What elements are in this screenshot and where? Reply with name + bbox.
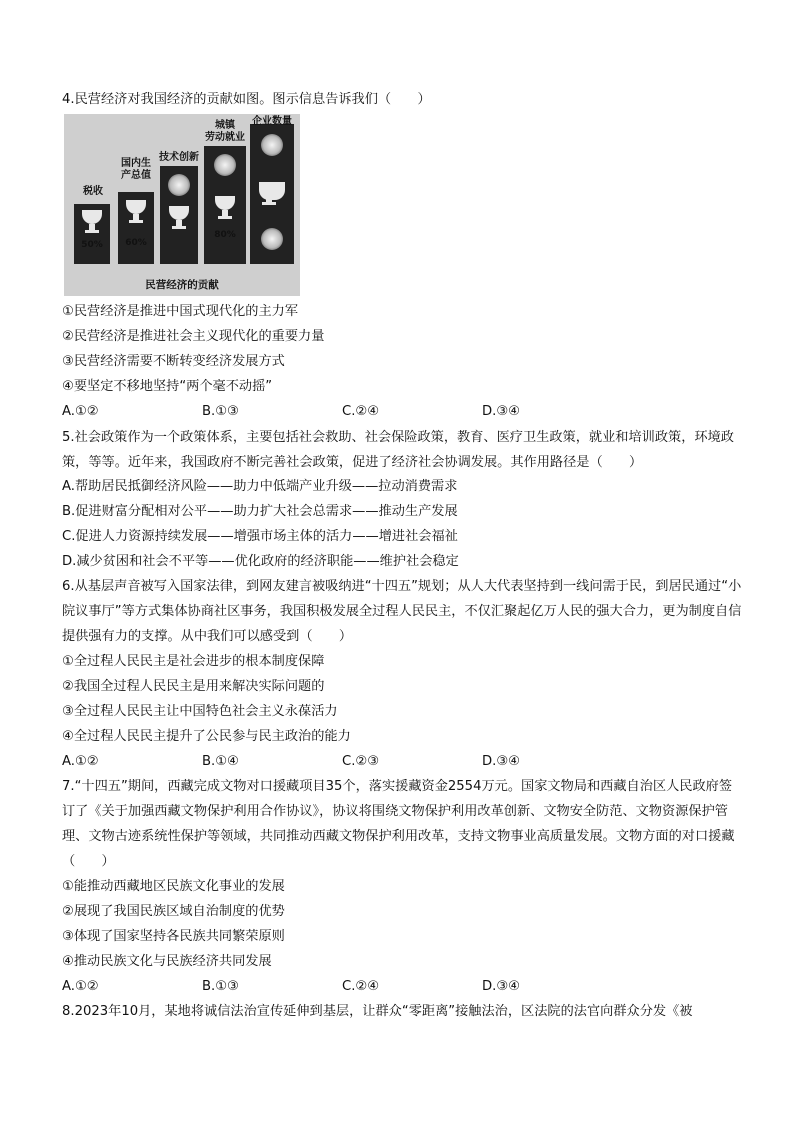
blurred-mark: [261, 134, 283, 156]
figure-label-line: 劳动就业: [205, 132, 245, 143]
q4-stem: 4.民营经济对我国经济的贡献如图。图示信息告诉我们（ ）: [62, 92, 431, 107]
figure-label-tech: [150, 152, 208, 164]
trophy-icon: [126, 200, 146, 214]
q6-item-3: ③全过程人民民主让中国特色社会主义永葆活力: [62, 704, 338, 719]
q5-option-d[interactable]: D.减少贫困和社会不平等——优化政府的经济职能——维护社会稳定: [62, 554, 459, 569]
figure-bar-tech: [160, 166, 198, 264]
figure-pct-employment: 80%: [214, 230, 236, 240]
q7-option-b[interactable]: B.①③: [202, 979, 239, 994]
q5-stem: 5.社会政策作为一个政策体系，主要包括社会救助、社会保险政策，教育、医疗卫生政策，就业和培训政策，环境政策，等等。近年来，我国政府不断完善社会政策，促进了经济社会协调发展。其作用路径是（ ）: [62, 430, 734, 470]
q4-figure-private-economy-contribution: [64, 114, 300, 296]
q5-option-b[interactable]: B.促进财富分配相对公平——助力扩大社会总需求——推动生产发展: [62, 504, 458, 519]
blurred-mark: [168, 174, 190, 196]
q6-option-b[interactable]: B.①④: [202, 754, 239, 769]
q7-option-a[interactable]: A.①②: [62, 979, 99, 994]
q4-item-3: ③民营经济需要不断转变经济发展方式: [62, 354, 285, 369]
q4-item-2: ②民营经济是推进社会主义现代化的重要力量: [62, 329, 325, 344]
figure-bar-employment: [204, 146, 246, 264]
figure-label-line: 技术创新: [159, 152, 199, 163]
q4-option-d[interactable]: D.③④: [482, 404, 520, 419]
figure-label-line: 企业数量: [252, 116, 292, 127]
q7-option-d[interactable]: D.③④: [482, 979, 520, 994]
q7-item-1: ①能推动西藏地区民族文化事业的发展: [62, 879, 285, 894]
q7-item-4: ④推动民族文化与民族经济共同发展: [62, 954, 272, 969]
q5-option-c[interactable]: C.促进人力资源持续发展——增强市场主体的活力——增进社会福祉: [62, 529, 458, 544]
q4-option-c[interactable]: C.②④: [342, 404, 380, 419]
q6-stem: 6.从基层声音被写入国家法律，到网友建言被吸纳进“十四五”规划；从人大代表坚持到一线问需于民，到居民通过“小院议事厅”等方式集体协商社区事务，我国积极发展全过程人民民主，不仅汇聚起亿万人民的强大合力，更为制度自信提供强有力的支撑。从中我们可以感受到（ ）: [62, 579, 742, 644]
q7-item-2: ②展现了我国民族区域自治制度的优势: [62, 904, 285, 919]
trophy-icon: [82, 210, 102, 224]
q6-option-d[interactable]: D.③④: [482, 754, 520, 769]
figure-caption: 民营经济的贡献: [145, 279, 219, 291]
figure-label-enterprises: [244, 116, 300, 128]
q4-item-1: ①民营经济是推进中国式现代化的主力军: [62, 304, 299, 319]
q7-item-3: ③体现了国家坚持各民族共同繁荣原则: [62, 929, 285, 944]
q6-item-2: ②我国全过程人民民主是用来解决实际问题的: [62, 679, 325, 694]
q5-option-a[interactable]: A.帮助居民抵御经济风险——助力中低端产业升级——拉动消费需求: [62, 479, 458, 494]
trophy-icon: [215, 196, 235, 210]
figure-bar-gdp: [118, 192, 154, 264]
figure-label-employment: [200, 120, 250, 144]
q4-option-a[interactable]: A.①②: [62, 404, 99, 419]
figure-label-line: 产总值: [121, 170, 151, 181]
figure-pct-tax: 50%: [81, 240, 103, 250]
blurred-mark: [261, 228, 283, 250]
q8-stem: 8.2023年10月，某地将诚信法治宣传延伸到基层，让群众“零距离”接触法治，区法院的法官向群众分发《被: [62, 1004, 693, 1019]
figure-label-line: 城镇: [215, 120, 235, 131]
figure-bar-enterprises: [250, 124, 294, 264]
q6-item-1: ①全过程人民民主是社会进步的根本制度保障: [62, 654, 325, 669]
q4-option-b[interactable]: B.①③: [202, 404, 239, 419]
figure-label-tax: [76, 186, 110, 198]
figure-pct-gdp: 60%: [125, 238, 147, 248]
blurred-mark: [214, 154, 236, 176]
figure-label-line: 国内生: [121, 158, 151, 169]
q6-option-a[interactable]: A.①②: [62, 754, 99, 769]
q4-item-4: ④要坚定不移地坚持“两个毫不动摇”: [62, 379, 273, 394]
figure-bar-tax: [74, 204, 110, 264]
trophy-icon: [259, 182, 285, 200]
figure-label-line: 税收: [83, 186, 103, 197]
q6-item-4: ④全过程人民民主提升了公民参与民主政治的能力: [62, 729, 351, 744]
q7-stem: 7.“十四五”期间，西藏完成文物对口援藏项目35个，落实援藏资金2554万元。国家文物局和西藏自治区人民政府签订了《关于加强西藏文物保护利用合作协议》，协议将围绕文物保护利用改革创新、文物安全防范、文物资源保护管理、文物古迹系统性保护等领域，共同推动西藏文物保护利用改革，支持文物事业高质量发展。文物方面的对口援藏（ ）: [62, 779, 735, 869]
trophy-icon: [169, 206, 189, 220]
q7-option-c[interactable]: C.②④: [342, 979, 380, 994]
q6-option-c[interactable]: C.②③: [342, 754, 380, 769]
